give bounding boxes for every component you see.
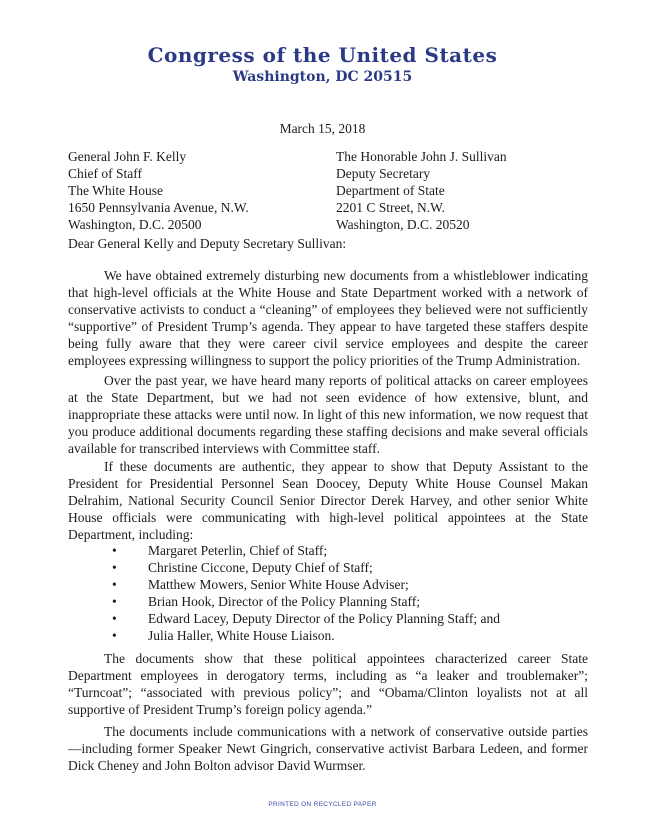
letterhead-address: Washington, DC 20515 xyxy=(232,69,413,85)
recipient-address-kelly xyxy=(68,148,249,233)
letterhead xyxy=(0,44,645,86)
body-paragraph: Over the past year, we have heard many reports of political attacks on career employees at the State Department, but we had not seen evidence of how extensive, blunt, and inappropriate these attacks were until now. In light of this new information, we now request that you produce additional documents regarding these staffing decisions and make several officials available for transcribed interviews with Committee staff. xyxy=(68,373,588,456)
address-line: General John F. Kelly xyxy=(68,149,187,164)
list-item: • Brian Hook, Director of the Policy Planning Staff; xyxy=(112,593,500,610)
recipient-address-sullivan xyxy=(336,148,507,233)
address-line: Department of State xyxy=(336,183,445,198)
address-line: Washington, D.C. 20500 xyxy=(68,217,202,232)
body-paragraph: We have obtained extremely disturbing new documents from a whistleblower indicating that high-level officials at the White House and State Department worked with a network of conservative activists to conduct a “cleaning” of employees they believed were not sufficiently “supportive” of President Trump’s agenda. They appear to have targeted these staffers despite being fully aware that they were career civil service employees and despite the career employees expressing willingness to support the policy priorities of the Trump Administration. xyxy=(68,268,588,368)
recycled-paper-footer: PRINTED ON RECYCLED PAPER xyxy=(268,801,377,808)
address-line: The White House xyxy=(68,183,163,198)
body-paragraph: The documents include communications with a network of conservative outside parties—including former Speaker Newt Gingrich, conservative activist Barbara Ledeen, and former Dick Cheney and John Bolton advisor David Wurmser. xyxy=(68,724,588,773)
list-item: • Edward Lacey, Deputy Director of the Policy Planning Staff; and xyxy=(112,610,500,627)
address-line: Chief of Staff xyxy=(68,166,142,181)
salutation: Dear General Kelly and Deputy Secretary Sullivan: xyxy=(68,236,347,251)
list-item: • Christine Ciccone, Deputy Chief of Staff; xyxy=(112,559,500,576)
letterhead-title: Congress of the United States xyxy=(147,43,498,67)
list-item: • Julia Haller, White House Liaison. xyxy=(112,627,500,644)
officials-list xyxy=(112,542,500,644)
body-paragraph: The documents show that these political appointees characterized career State Department employees in derogatory terms, including as “a leaker and troublemaker”; “Turncoat”; “associated with previous policy”; and “Obama/Clinton loyalists not at all supportive of President Trump’s foreign policy agenda.” xyxy=(68,651,588,717)
address-line: The Honorable John J. Sullivan xyxy=(336,149,507,164)
address-line: 2201 C Street, N.W. xyxy=(336,200,445,215)
list-item: • Margaret Peterlin, Chief of Staff; xyxy=(112,542,500,559)
address-line: Deputy Secretary xyxy=(336,166,431,181)
address-line: Washington, D.C. 20520 xyxy=(336,217,470,232)
address-line: 1650 Pennsylvania Avenue, N.W. xyxy=(68,200,249,215)
list-item: • Matthew Mowers, Senior White House Adviser; xyxy=(112,576,500,593)
body-paragraph: If these documents are authentic, they appear to show that Deputy Assistant to the President for Presidential Personnel Sean Doocey, Deputy White House Counsel Makan Delrahim, National Security Council Senior Director Derek Harvey, and other senior White House officials were communicating with high-level political appointees at the State Department, including: xyxy=(68,459,588,542)
letter-date: March 15, 2018 xyxy=(279,121,366,136)
